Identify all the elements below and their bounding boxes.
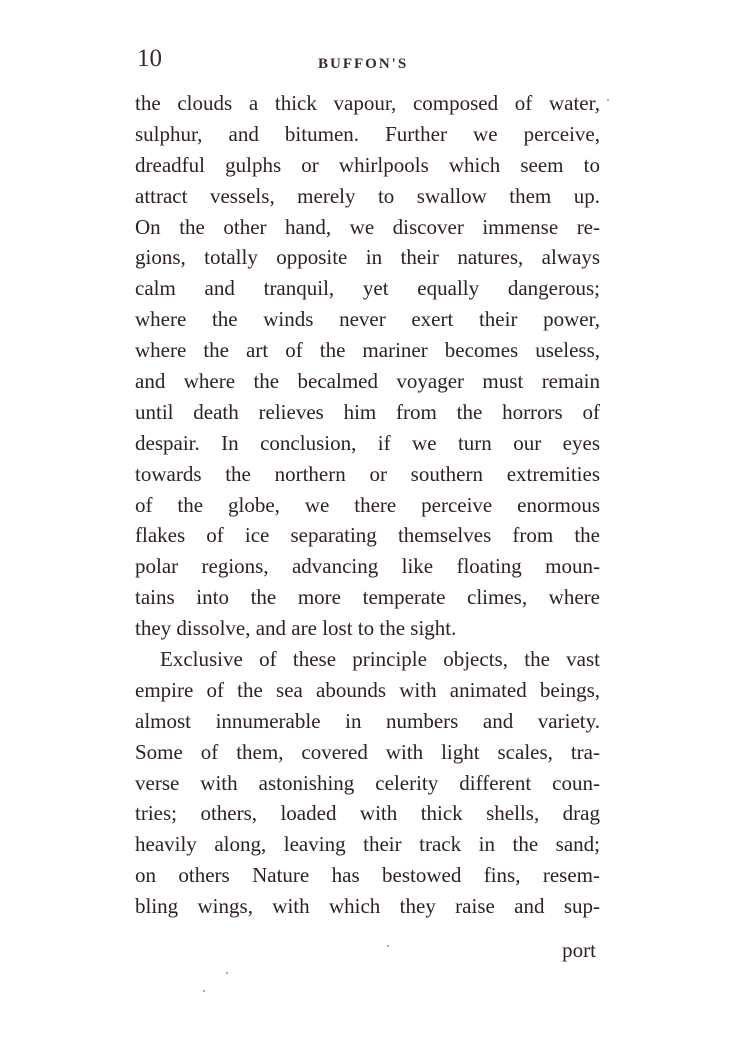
paper-speck <box>387 945 389 947</box>
text-line: until death relieves him from the horrors of <box>135 399 600 424</box>
text-line: of the globe, we there perceive enormous <box>135 492 600 517</box>
text-line: On the other hand, we discover immense re- <box>135 214 600 239</box>
paper-speck <box>226 972 228 974</box>
text-line: on others Nature has bestowed fins, resem- <box>135 863 600 888</box>
text-line: bling wings, with which they raise and sup- <box>135 894 600 919</box>
text-line: where the winds never exert their power, <box>135 307 600 332</box>
text-line: Some of them, covered with light scales, tra- <box>135 739 600 764</box>
body-text <box>135 88 600 922</box>
text-line: heavily along, leaving their track in the sand; <box>135 832 600 857</box>
page-number: 10 <box>137 45 162 72</box>
text-line: towards the northern or southern extremities <box>135 461 600 486</box>
text-line: the clouds a thick vapour, composed of water, <box>135 91 600 115</box>
text-line: verse with astonishing celerity different coun- <box>135 770 600 795</box>
paper-speck <box>203 990 205 992</box>
text-line: sulphur, and bitumen. Further we perceive, <box>135 121 600 146</box>
paragraph-start-line: Exclusive of these principle objects, the vast <box>160 647 600 672</box>
text-line: empire of the sea abounds with animated beings, <box>135 677 600 702</box>
text-line: tries; others, loaded with thick shells, drag <box>135 801 600 826</box>
text-line: polar regions, advancing like floating moun- <box>135 554 600 579</box>
text-line: almost innumerable in numbers and variety. <box>135 708 600 733</box>
running-head: BUFFON'S <box>318 56 409 72</box>
paragraph-end-line: they dissolve, and are lost to the sight. <box>135 616 457 641</box>
text-line: dreadful gulphs or whirlpools which seem to <box>135 152 600 177</box>
text-line: where the art of the mariner becomes useless, <box>135 338 600 363</box>
text-line: despair. In conclusion, if we turn our eyes <box>135 430 600 455</box>
text-line: gions, totally opposite in their natures, always <box>135 245 600 270</box>
text-line: tains into the more temperate climes, where <box>135 585 600 610</box>
text-line: calm and tranquil, yet equally dangerous; <box>135 276 600 301</box>
text-line: and where the becalmed voyager must remain <box>135 369 600 394</box>
catchword: port <box>562 938 596 962</box>
text-line: attract vessels, merely to swallow them up. <box>135 183 600 208</box>
paper-speck <box>607 99 609 101</box>
text-line: flakes of ice separating themselves from the <box>135 523 600 548</box>
